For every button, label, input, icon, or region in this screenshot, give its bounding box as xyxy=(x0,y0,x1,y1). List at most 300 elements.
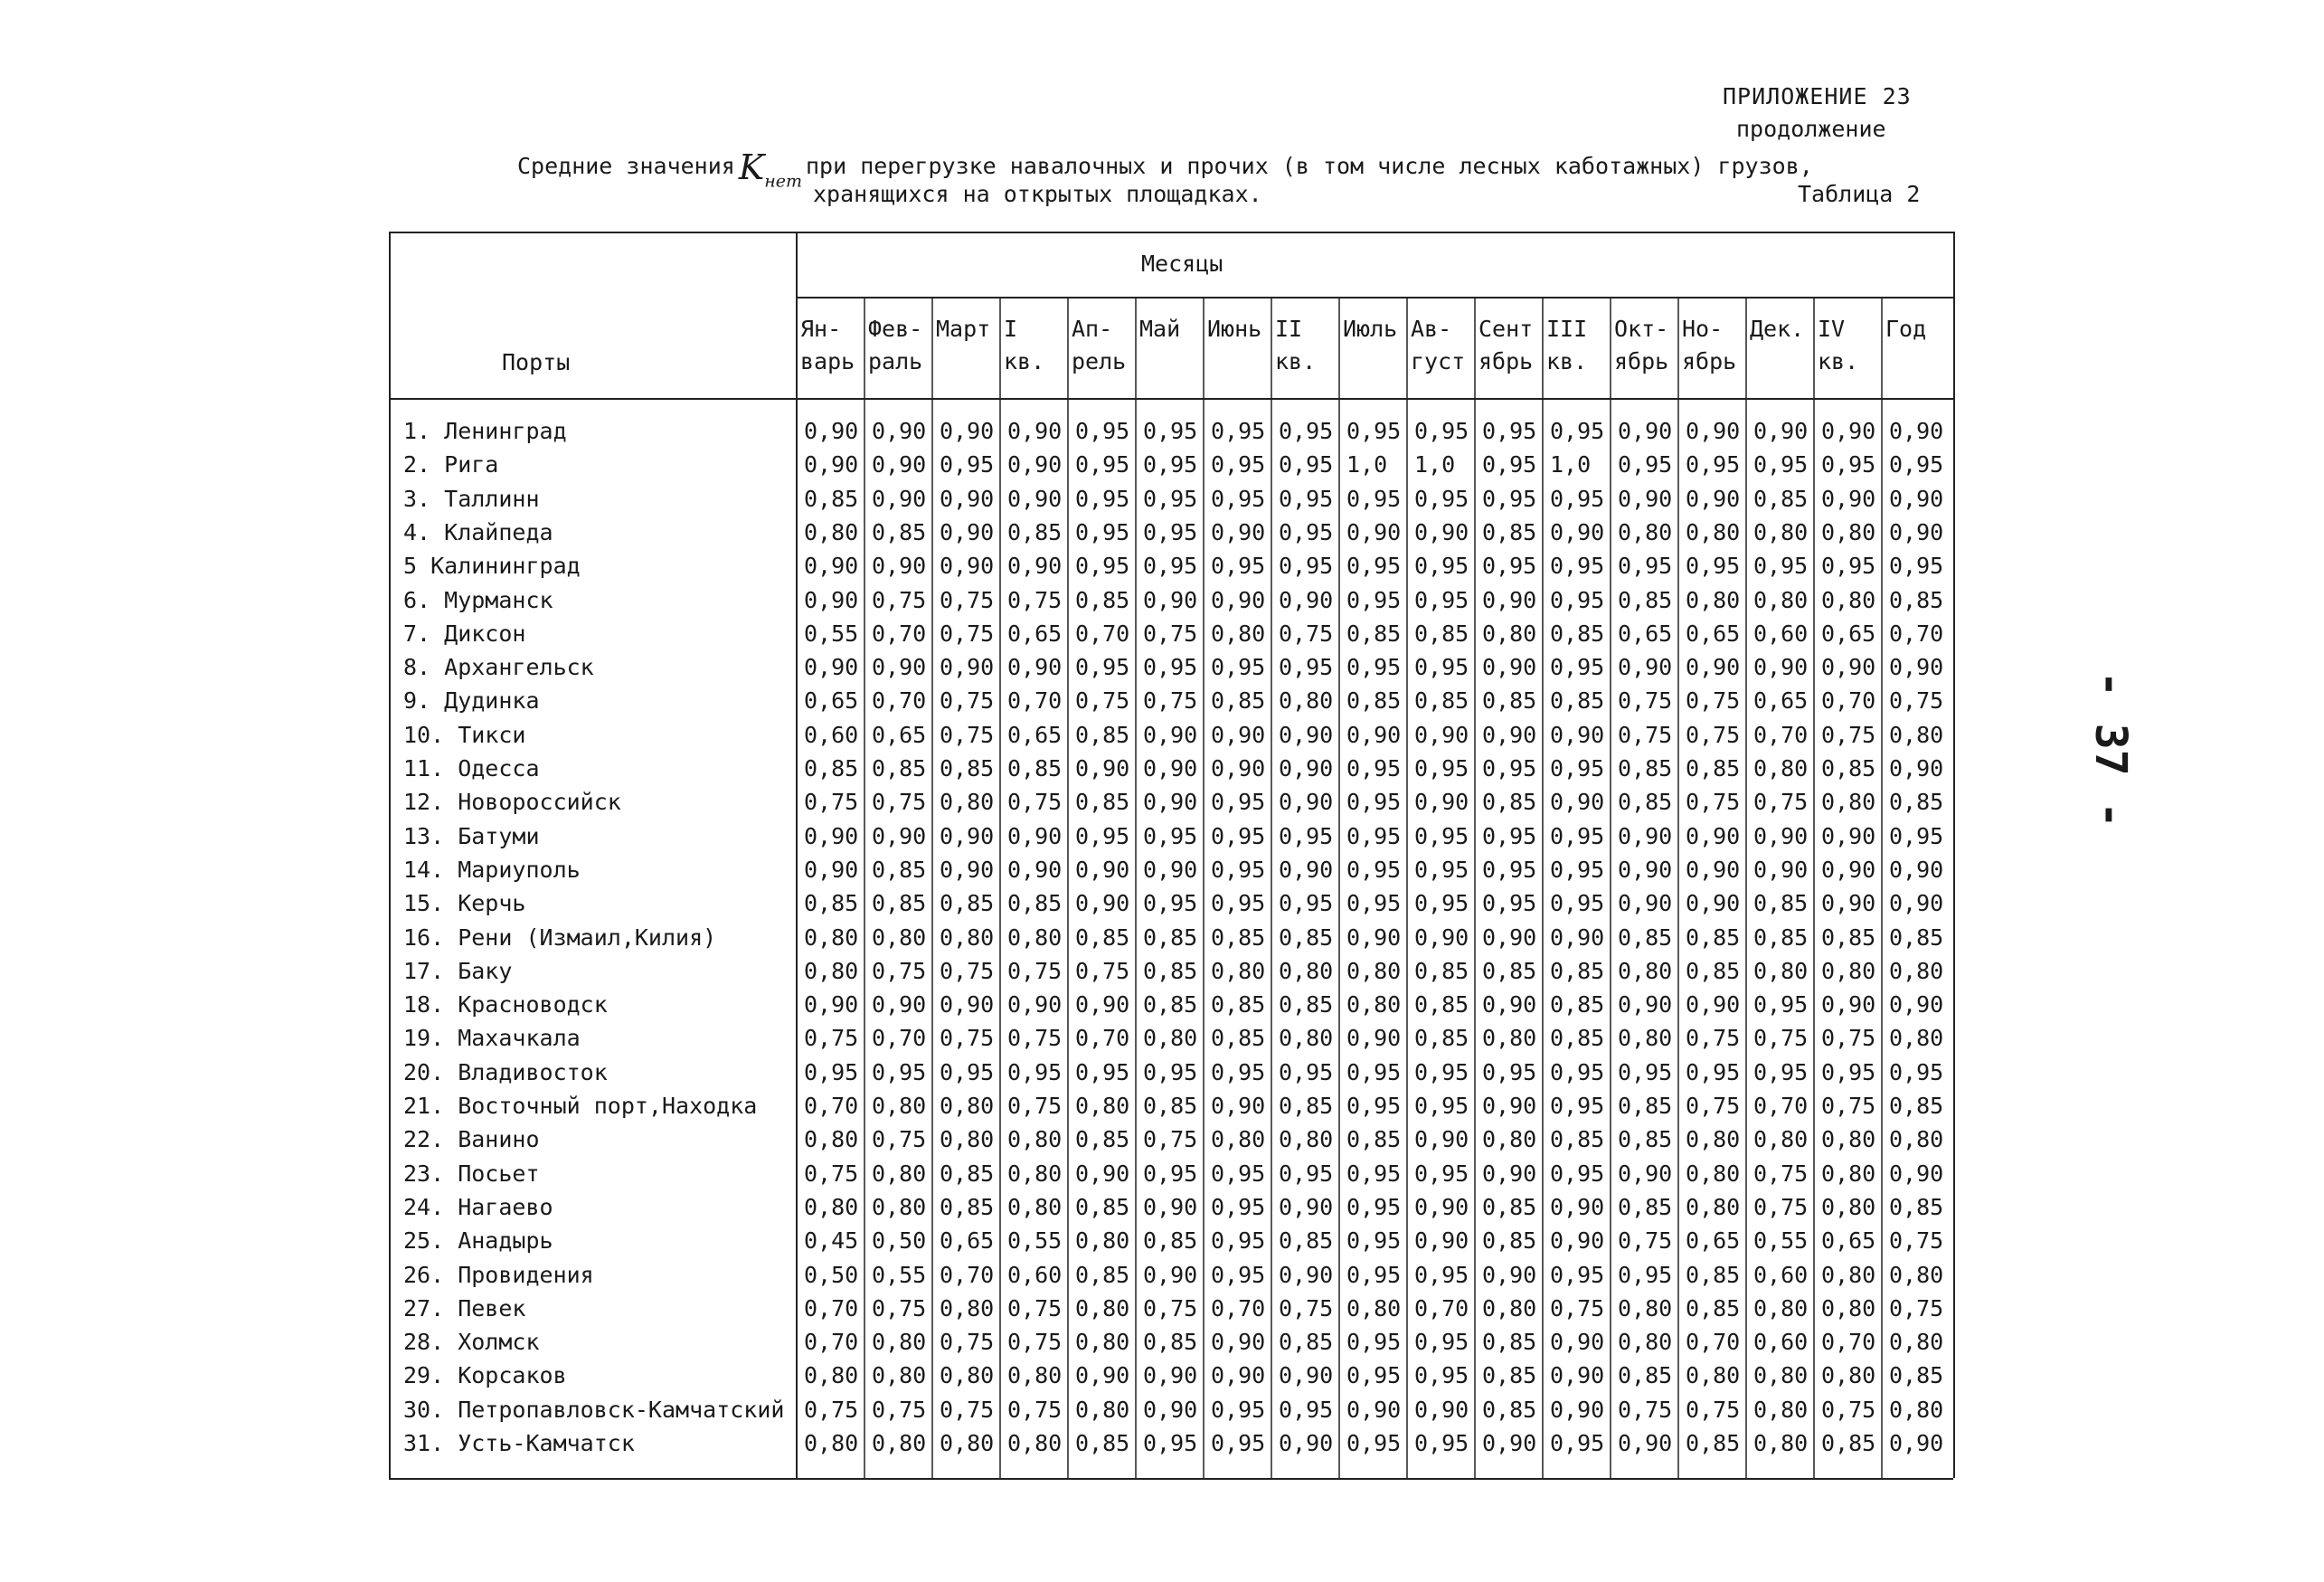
table-cell: 0,65 xyxy=(1821,1227,1876,1255)
table-cell: 0,90 xyxy=(1414,789,1469,816)
table-cell: 0,85 xyxy=(1414,991,1469,1018)
table-cell: 0,80 xyxy=(1686,1193,1741,1220)
table-cell: 0,95 xyxy=(1550,1261,1605,1288)
table-cell: 0,80 xyxy=(1007,1126,1063,1153)
table-cell: 0,80 xyxy=(804,518,859,545)
table-cell: 0,95 xyxy=(1346,1329,1402,1356)
table-cell: 0,55 xyxy=(1753,1227,1809,1255)
table-cell: 0,95 xyxy=(1143,822,1198,849)
table-cell: 0,90 xyxy=(1211,1329,1266,1356)
table-cell: 0,90 xyxy=(1821,890,1876,917)
table-cell: 0,90 xyxy=(940,418,995,444)
table-cell: 0,65 xyxy=(1686,1227,1741,1255)
table-cell: 0,95 xyxy=(1753,991,1809,1018)
table-cell: 0,65 xyxy=(1007,620,1063,647)
table-cell: 0,85 xyxy=(1618,1126,1673,1153)
table-cell: 0,95 xyxy=(1075,518,1130,545)
table-cell: 0,85 xyxy=(940,890,995,917)
table-cell: 0,75 xyxy=(1143,687,1198,715)
table-cell: 0,95 xyxy=(1686,1058,1741,1085)
k-symbol: $K_{нет}$ xyxy=(738,147,802,192)
table-cell: 0,75 xyxy=(804,1160,859,1187)
table-cell: 0,75 xyxy=(1686,1093,1741,1119)
table-cell: 0,90 xyxy=(1075,1362,1130,1389)
table-cell: 0,95 xyxy=(1550,1093,1605,1119)
table-cell: 0,95 xyxy=(1346,1362,1402,1389)
table-cell: 0,90 xyxy=(872,485,927,512)
table-cell: 0,95 xyxy=(1550,856,1605,883)
table-cell: 0,90 xyxy=(940,553,995,580)
table-cell: 0,90 xyxy=(1075,755,1130,782)
table-cell: 0,65 xyxy=(1753,687,1809,715)
table-cell: 0,75 xyxy=(1618,687,1673,715)
table-cell: 0,90 xyxy=(1414,1396,1469,1423)
table-cell: 0,85 xyxy=(1550,687,1605,715)
table-cell: 0,75 xyxy=(872,1126,927,1153)
column-header-line2: варь xyxy=(800,348,855,374)
table-cell: 0,85 xyxy=(1889,789,1944,816)
port-name: 8. Архангельск xyxy=(403,654,594,681)
port-name: 20. Владивосток xyxy=(403,1058,608,1085)
table-cell: 0,65 xyxy=(1618,620,1673,647)
table-cell: 0,90 xyxy=(1414,1193,1469,1220)
table-cell: 0,75 xyxy=(1007,1294,1063,1321)
table-cell: 0,70 xyxy=(804,1294,859,1321)
table-cell: 0,80 xyxy=(1821,1160,1876,1187)
table-cell: 0,95 xyxy=(1482,418,1537,444)
table-cell: 0,95 xyxy=(1346,418,1402,444)
column-header-line1: Дек. xyxy=(1750,316,1805,342)
table-cell: 0,80 xyxy=(872,1093,927,1119)
table-cell: 0,95 xyxy=(1211,1058,1266,1085)
table-cell: 0,75 xyxy=(1753,789,1809,816)
table-cell: 0,90 xyxy=(804,418,859,444)
table-cell: 0,85 xyxy=(1550,1126,1605,1153)
table-cell: 0,75 xyxy=(1007,789,1063,816)
table-cell: 0,85 xyxy=(1550,957,1605,984)
table-cell: 0,85 xyxy=(1618,789,1673,816)
table-cell: 0,70 xyxy=(1211,1294,1266,1321)
table-cell: 0,70 xyxy=(1075,1025,1130,1052)
table-cell: 0,90 xyxy=(1889,856,1944,883)
table-cell: 0,90 xyxy=(1889,991,1944,1018)
ports-divider xyxy=(796,232,798,1478)
table-cell: 0,80 xyxy=(1753,1362,1809,1389)
table-cell: 0,90 xyxy=(1482,991,1537,1018)
table-cell: 0,80 xyxy=(1346,991,1402,1018)
table-cell: 0,80 xyxy=(1618,1025,1673,1052)
table-cell: 0,50 xyxy=(804,1261,859,1288)
table-cell: 0,95 xyxy=(1686,451,1741,478)
table-cell: 0,95 xyxy=(1550,1160,1605,1187)
table-cell: 0,85 xyxy=(1211,924,1266,951)
table-cell: 0,70 xyxy=(1753,721,1809,748)
table-cell: 0,70 xyxy=(1821,1329,1876,1356)
table-cell: 0,95 xyxy=(1753,553,1809,580)
table-cell: 0,75 xyxy=(940,721,995,748)
table-cell: 0,85 xyxy=(1618,924,1673,951)
table-cell: 0,95 xyxy=(1550,485,1605,512)
table-cell: 0,95 xyxy=(1346,789,1402,816)
table-cell: 0,80 xyxy=(1889,957,1944,984)
table-cell: 0,80 xyxy=(1686,518,1741,545)
table-cell: 0,75 xyxy=(1889,1294,1944,1321)
table-cell: 0,85 xyxy=(1753,924,1809,951)
table-cell: 0,95 xyxy=(1211,418,1266,444)
table-cell: 0,60 xyxy=(1753,1261,1809,1288)
table-cell: 0,75 xyxy=(872,1294,927,1321)
table-cell: 0,95 xyxy=(1346,586,1402,613)
table-cell: 0,95 xyxy=(1550,890,1605,917)
table-cell: 0,80 xyxy=(1279,957,1334,984)
table-cell: 0,90 xyxy=(1821,856,1876,883)
table-cell: 0,90 xyxy=(1007,654,1063,681)
port-name: 15. Керчь xyxy=(403,890,526,917)
table-cell: 0,70 xyxy=(1075,620,1130,647)
table-cell: 0,90 xyxy=(872,991,927,1018)
table-cell: 0,95 xyxy=(1821,553,1876,580)
table-cell: 0,90 xyxy=(1550,789,1605,816)
table-cell: 0,80 xyxy=(872,1430,927,1456)
table-cell: 0,95 xyxy=(1414,586,1469,613)
table-cell: 0,70 xyxy=(1414,1294,1469,1321)
table-cell: 0,90 xyxy=(1482,1430,1537,1456)
table-cell: 0,80 xyxy=(1211,957,1266,984)
table-cell: 0,80 xyxy=(1753,518,1809,545)
table-cell: 0,95 xyxy=(1211,1193,1266,1220)
table-cell: 0,80 xyxy=(804,957,859,984)
table-cell: 0,95 xyxy=(1414,856,1469,883)
table-cell: 0,65 xyxy=(872,721,927,748)
table-cell: 0,90 xyxy=(1618,1430,1673,1456)
table-cell: 0,55 xyxy=(872,1261,927,1288)
table-cell: 0,85 xyxy=(1211,1025,1266,1052)
table-cell: 0,90 xyxy=(1211,1093,1266,1119)
column-header-line1: Но- xyxy=(1682,316,1724,342)
table-cell: 0,95 xyxy=(1143,518,1198,545)
table-cell: 0,95 xyxy=(1143,654,1198,681)
table-cell: 0,90 xyxy=(1753,822,1809,849)
table-cell: 0,90 xyxy=(1007,856,1063,883)
table-cell: 0,75 xyxy=(1618,1227,1673,1255)
table-cell: 0,90 xyxy=(1618,890,1673,917)
table-cell: 0,85 xyxy=(1618,586,1673,613)
table-cell: 0,75 xyxy=(940,1396,995,1423)
table-cell: 0,90 xyxy=(1686,991,1741,1018)
table-cell: 0,95 xyxy=(1143,553,1198,580)
table-cell: 0,75 xyxy=(1889,1227,1944,1255)
table-cell: 0,90 xyxy=(1279,721,1334,748)
port-name: 27. Певек xyxy=(403,1294,526,1321)
table-cell: 0,95 xyxy=(1346,654,1402,681)
column-header-line2: кв. xyxy=(1818,348,1859,374)
table-cell: 0,75 xyxy=(1821,1093,1876,1119)
table-cell: 0,80 xyxy=(1821,1362,1876,1389)
table-cell: 0,95 xyxy=(1279,822,1334,849)
table-cell: 0,95 xyxy=(1482,485,1537,512)
table-cell: 0,90 xyxy=(1414,1227,1469,1255)
table-cell: 0,75 xyxy=(1753,1160,1809,1187)
table-cell: 0,80 xyxy=(1482,1025,1537,1052)
table-cell: 0,80 xyxy=(804,1193,859,1220)
table-cell: 0,80 xyxy=(940,789,995,816)
table-cell: 0,85 xyxy=(1889,1362,1944,1389)
port-name: 29. Корсаков xyxy=(403,1362,567,1389)
table-cell: 0,80 xyxy=(804,1362,859,1389)
column-divider xyxy=(1881,297,1883,1478)
table-cell: 0,90 xyxy=(1821,654,1876,681)
table-cell: 0,90 xyxy=(1143,586,1198,613)
table-cell: 0,85 xyxy=(1686,1261,1741,1288)
table-cell: 0,95 xyxy=(804,1058,859,1085)
table-cell: 0,90 xyxy=(1686,890,1741,917)
table-cell: 0,95 xyxy=(1211,451,1266,478)
table-cell: 0,85 xyxy=(1686,1430,1741,1456)
table-cell: 0,85 xyxy=(1482,789,1537,816)
table-cell: 0,80 xyxy=(804,1126,859,1153)
months-header: Месяцы xyxy=(1141,251,1223,277)
table-cell: 0,80 xyxy=(1346,957,1402,984)
table-cell: 0,60 xyxy=(1753,620,1809,647)
table-cell: 0,90 xyxy=(1618,822,1673,849)
table-cell: 0,90 xyxy=(1346,1396,1402,1423)
table-cell: 0,75 xyxy=(940,1329,995,1356)
port-name: 17. Баку xyxy=(403,957,513,984)
table-cell: 0,85 xyxy=(872,518,927,545)
column-header-line2: ябрь xyxy=(1614,348,1669,374)
table-cell: 0,90 xyxy=(872,822,927,849)
table-cell: 0,85 xyxy=(1143,1093,1198,1119)
table-cell: 0,60 xyxy=(1753,1329,1809,1356)
table-cell: 0,85 xyxy=(1889,586,1944,613)
column-header-line1: Март xyxy=(936,316,991,342)
column-header-line1: Май xyxy=(1139,316,1181,342)
table-cell: 0,75 xyxy=(1686,789,1741,816)
column-header-line2: ябрь xyxy=(1478,348,1534,374)
table-cell: 0,80 xyxy=(1889,1025,1944,1052)
table-cell: 0,95 xyxy=(1482,822,1537,849)
table-cell: 0,75 xyxy=(1075,957,1130,984)
table-cell: 0,85 xyxy=(1686,755,1741,782)
table-cell: 0,80 xyxy=(1686,1362,1741,1389)
table-cell: 0,90 xyxy=(1686,485,1741,512)
table-cell: 0,85 xyxy=(1075,1193,1130,1220)
table-cell: 0,95 xyxy=(1346,1093,1402,1119)
table-cell: 0,80 xyxy=(1211,1126,1266,1153)
table-cell: 0,85 xyxy=(1143,957,1198,984)
table-cell: 0,65 xyxy=(1686,620,1741,647)
table-cell: 0,95 xyxy=(1550,586,1605,613)
table-cell: 0,80 xyxy=(1821,518,1876,545)
table-cell: 0,70 xyxy=(1686,1329,1741,1356)
table-number: Таблица 2 xyxy=(1798,181,1921,207)
column-header-line1: Сент xyxy=(1478,316,1534,342)
table-cell: 0,80 xyxy=(1211,620,1266,647)
table-cell: 0,75 xyxy=(1007,586,1063,613)
table-cell: 0,90 xyxy=(1821,991,1876,1018)
table-cell: 0,90 xyxy=(1618,991,1673,1018)
appendix-label: ПРИЛОЖЕНИЕ 23 xyxy=(1723,83,1912,109)
table-cell: 0,80 xyxy=(872,1362,927,1389)
table-cell: 0,85 xyxy=(1075,721,1130,748)
port-name: 30. Петропавловск-Камчатский xyxy=(403,1396,785,1423)
table-cell: 0,65 xyxy=(804,687,859,715)
table-cell: 0,80 xyxy=(1753,1430,1809,1456)
table-cell: 0,75 xyxy=(1007,1025,1063,1052)
table-cell: 0,90 xyxy=(1279,789,1334,816)
table-cell: 0,75 xyxy=(1007,1396,1063,1423)
table-cell: 0,90 xyxy=(1414,721,1469,748)
table-cell: 0,95 xyxy=(1414,1362,1469,1389)
column-header-line1: II xyxy=(1275,316,1303,342)
column-header-line2: ябрь xyxy=(1682,348,1737,374)
table-cell: 0,90 xyxy=(1007,418,1063,444)
table-cell: 0,85 xyxy=(1075,1261,1130,1288)
table-cell: 0,95 xyxy=(1414,485,1469,512)
table-cell: 0,90 xyxy=(1279,586,1334,613)
table-cell: 0,65 xyxy=(1821,620,1876,647)
table-cell: 1,0 xyxy=(1346,451,1388,478)
table-cell: 0,90 xyxy=(1753,654,1809,681)
table-cell: 0,85 xyxy=(1889,1193,1944,1220)
table-cell: 0,90 xyxy=(1414,924,1469,951)
table-cell: 0,95 xyxy=(940,451,995,478)
table-cell: 0,80 xyxy=(940,1430,995,1456)
table-cell: 0,95 xyxy=(1075,654,1130,681)
table-cell: 0,90 xyxy=(1143,1396,1198,1423)
table-cell: 0,85 xyxy=(1686,924,1741,951)
table-cell: 0,85 xyxy=(1482,1329,1537,1356)
table-cell: 0,80 xyxy=(1007,1193,1063,1220)
table-cell: 0,95 xyxy=(1346,1193,1402,1220)
table-cell: 0,95 xyxy=(1414,890,1469,917)
table-cell: 0,95 xyxy=(1414,418,1469,444)
table-cell: 0,95 xyxy=(1279,418,1334,444)
table-cell: 0,85 xyxy=(1753,485,1809,512)
port-name: 3. Таллинн xyxy=(403,485,540,512)
table-title-line2: хранящихся на открытых площадках. xyxy=(813,181,1262,207)
table-cell: 0,95 xyxy=(1889,822,1944,849)
table-cell: 0,85 xyxy=(1550,620,1605,647)
table-cell: 0,85 xyxy=(1618,755,1673,782)
table-cell: 0,95 xyxy=(1211,822,1266,849)
column-divider xyxy=(1813,297,1815,1478)
table-cell: 0,75 xyxy=(1686,687,1741,715)
table-cell: 0,85 xyxy=(940,1193,995,1220)
table-cell: 0,95 xyxy=(1618,553,1673,580)
table-cell: 0,95 xyxy=(1279,890,1334,917)
port-name: 11. Одесса xyxy=(403,755,540,782)
table-cell: 0,90 xyxy=(1279,1362,1334,1389)
table-cell: 0,75 xyxy=(1143,620,1198,647)
table-cell: 0,95 xyxy=(1143,1058,1198,1085)
table-cell: 0,85 xyxy=(1482,1227,1537,1255)
table-cell: 0,85 xyxy=(1821,924,1876,951)
table-cell: 0,95 xyxy=(1346,1160,1402,1187)
column-divider xyxy=(1474,297,1476,1478)
title-prefix: Средние значения xyxy=(517,153,735,179)
table-cell: 0,95 xyxy=(1279,553,1334,580)
table-cell: 0,75 xyxy=(1821,1025,1876,1052)
table-cell: 0,75 xyxy=(872,586,927,613)
table-cell: 0,90 xyxy=(804,586,859,613)
table-cell: 0,75 xyxy=(1686,1025,1741,1052)
table-cell: 0,70 xyxy=(1007,687,1063,715)
table-cell: 0,80 xyxy=(1753,755,1809,782)
table-cell: 0,95 xyxy=(1346,1058,1402,1085)
table-cell: 0,95 xyxy=(1211,1227,1266,1255)
column-header-line2: рель xyxy=(1072,348,1127,374)
table-cell: 0,95 xyxy=(1143,451,1198,478)
table-cell: 0,75 xyxy=(1686,721,1741,748)
table-cell: 0,85 xyxy=(1075,789,1130,816)
table-cell: 0,90 xyxy=(940,485,995,512)
table-cell: 0,90 xyxy=(1482,1093,1537,1119)
table-cell: 0,95 xyxy=(1618,1058,1673,1085)
table-top-border xyxy=(389,232,1953,233)
table-cell: 0,90 xyxy=(1211,755,1266,782)
table-cell: 0,90 xyxy=(1889,654,1944,681)
table-cell: 0,90 xyxy=(1007,451,1063,478)
table-cell: 0,85 xyxy=(1482,1193,1537,1220)
column-divider xyxy=(999,297,1001,1478)
table-cell: 0,85 xyxy=(1007,518,1063,545)
table-cell: 0,95 xyxy=(1279,1058,1334,1085)
table-cell: 0,90 xyxy=(1346,518,1402,545)
table-cell: 0,95 xyxy=(1143,1160,1198,1187)
table-cell: 0,90 xyxy=(1075,1160,1130,1187)
months-divider xyxy=(796,297,1953,298)
table-cell: 0,80 xyxy=(940,924,995,951)
table-cell: 0,85 xyxy=(1007,890,1063,917)
table-cell: 0,95 xyxy=(1143,1430,1198,1456)
table-cell: 0,90 xyxy=(1482,1160,1537,1187)
table-cell: 0,95 xyxy=(1414,1430,1469,1456)
table-cell: 0,90 xyxy=(872,654,927,681)
table-cell: 0,60 xyxy=(804,721,859,748)
table-cell: 0,70 xyxy=(872,620,927,647)
column-header-line2: кв. xyxy=(1004,348,1045,374)
table-cell: 0,75 xyxy=(1007,1093,1063,1119)
table-cell: 0,90 xyxy=(940,518,995,545)
table-cell: 0,95 xyxy=(1211,553,1266,580)
table-cell: 0,95 xyxy=(1346,1430,1402,1456)
column-header-line1: Июль xyxy=(1343,316,1398,342)
table-cell: 0,95 xyxy=(1414,553,1469,580)
table-cell: 0,95 xyxy=(1211,1396,1266,1423)
table-cell: 0,80 xyxy=(1753,957,1809,984)
table-cell: 0,95 xyxy=(1889,1058,1944,1085)
header-bottom-border xyxy=(389,398,1953,400)
table-cell: 0,80 xyxy=(1007,1160,1063,1187)
table-cell: 0,90 xyxy=(1550,721,1605,748)
port-name: 1. Ленинград xyxy=(403,418,567,444)
table-cell: 0,80 xyxy=(1279,687,1334,715)
table-cell: 0,95 xyxy=(1550,418,1605,444)
table-cell: 0,80 xyxy=(1482,620,1537,647)
port-name: 18. Красноводск xyxy=(403,991,608,1018)
table-bottom-border xyxy=(389,1478,1953,1480)
table-cell: 0,85 xyxy=(1482,957,1537,984)
column-divider xyxy=(1067,297,1069,1478)
table-cell: 0,95 xyxy=(1482,890,1537,917)
column-divider xyxy=(1203,297,1205,1478)
table-cell: 0,90 xyxy=(1414,1126,1469,1153)
column-divider xyxy=(864,297,865,1478)
table-cell: 0,85 xyxy=(1075,586,1130,613)
table-cell: 0,75 xyxy=(940,586,995,613)
table-cell: 0,90 xyxy=(940,822,995,849)
